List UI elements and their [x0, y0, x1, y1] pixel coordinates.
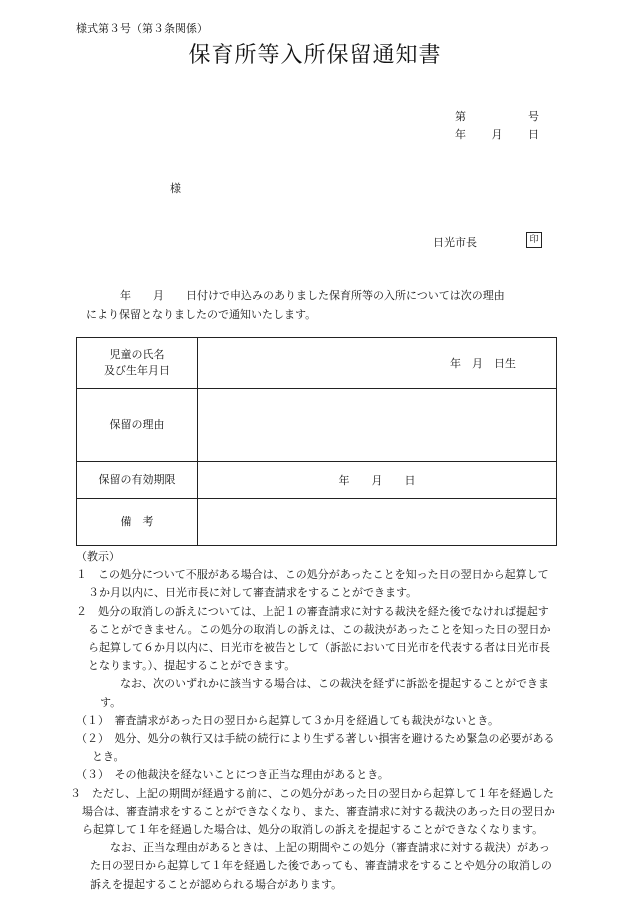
table-row-reason	[77, 389, 557, 462]
remarks-cell	[198, 499, 557, 546]
notice-table	[76, 337, 557, 546]
instruction-item-2: ２ 処分の取消しの訴えについては、上記１の審査請求に対する裁決を経た後でなければ提起することができません。この処分の取消しの訴えは、この裁決があったことを知った日の翌日から起算して６か月以内に、日光市を被告として（訴訟において日光市を代表する者は日光市長となります。）、提起することができます。	[76, 604, 551, 673]
table-row-remarks	[77, 499, 557, 546]
intro-line-2: により保留となりましたので通知いたします。	[86, 308, 317, 321]
instructions-section	[70, 548, 558, 894]
child-birth-date: 年 月 日生	[198, 338, 557, 389]
instruction-case-2: （２） 処分、処分の執行又は手続の続行により生ずる著しい損害を避けるため緊急の必要があるとき。	[76, 732, 555, 764]
child-name-label-line2: 及び生年月日	[104, 364, 170, 377]
doc-date-day: 日	[528, 128, 539, 141]
child-name-label	[77, 338, 198, 389]
expiry-label: 保留の有効期限	[77, 462, 198, 499]
issuer-name: 日光市長	[433, 236, 477, 249]
child-name-label-line1: 児童の氏名	[109, 348, 165, 361]
table-row-expiry	[77, 462, 557, 499]
instruction-item-3-continued: なお、正当な理由があるときは、上記の期間やこの処分（審査請求に対する裁決）があった日の翌日から起算して１年を経過した後であっても、審査請求をすることや処分の取消しの訴えを提起することが認められる場合があります。	[90, 841, 552, 891]
doc-no-go: 号	[528, 110, 539, 123]
instruction-case-1: （１） 審査請求があった日の翌日から起算して３か月を経過しても裁決がないとき。	[76, 713, 499, 727]
doc-date-year: 年	[455, 128, 466, 141]
recipient-honorific: 様	[170, 182, 181, 195]
reason-label: 保留の理由	[77, 389, 198, 462]
intro-paragraph	[86, 286, 556, 324]
table-row-child	[77, 338, 557, 389]
doc-no-dai: 第	[455, 110, 466, 123]
instructions-heading: （教示）	[76, 550, 120, 563]
doc-date-month: 月	[491, 128, 503, 141]
seal-stamp: 印	[526, 232, 542, 248]
document-title: 保育所等入所保留通知書	[188, 43, 442, 68]
expiry-date: 年 月 日	[198, 462, 557, 499]
reason-cell	[198, 389, 557, 462]
instruction-item-3: ３ ただし、上記の期間が経過する前に、この処分があった日の翌日から起算して１年を経過した場合は、審査請求をすることができなくなり、また、審査請求に対する裁決のあった日の翌日から起算して１年を経過した場合は、処分の取消しの訴えを提起することができなくなります。	[70, 786, 555, 837]
form-number: 様式第３号（第３条関係）	[76, 22, 208, 35]
instruction-item-1: １ この処分について不服がある場合は、この処分があったことを知った日の翌日から起算して３か月以内に、日光市長に対して審査請求をすることができます。	[76, 568, 549, 600]
instruction-item-2-continued: なお、次のいずれかに該当する場合は、この裁決を経ずに訴訟を提起することができます。	[100, 677, 549, 709]
remarks-label: 備 考	[77, 499, 198, 546]
intro-line-1: 年 月 日付けで申込みのありました保育所等の入所については次の理由	[120, 289, 505, 302]
document-number-block	[455, 108, 539, 144]
instruction-case-3: （３） その他裁決を経ないことにつき正当な理由があるとき。	[76, 768, 389, 782]
